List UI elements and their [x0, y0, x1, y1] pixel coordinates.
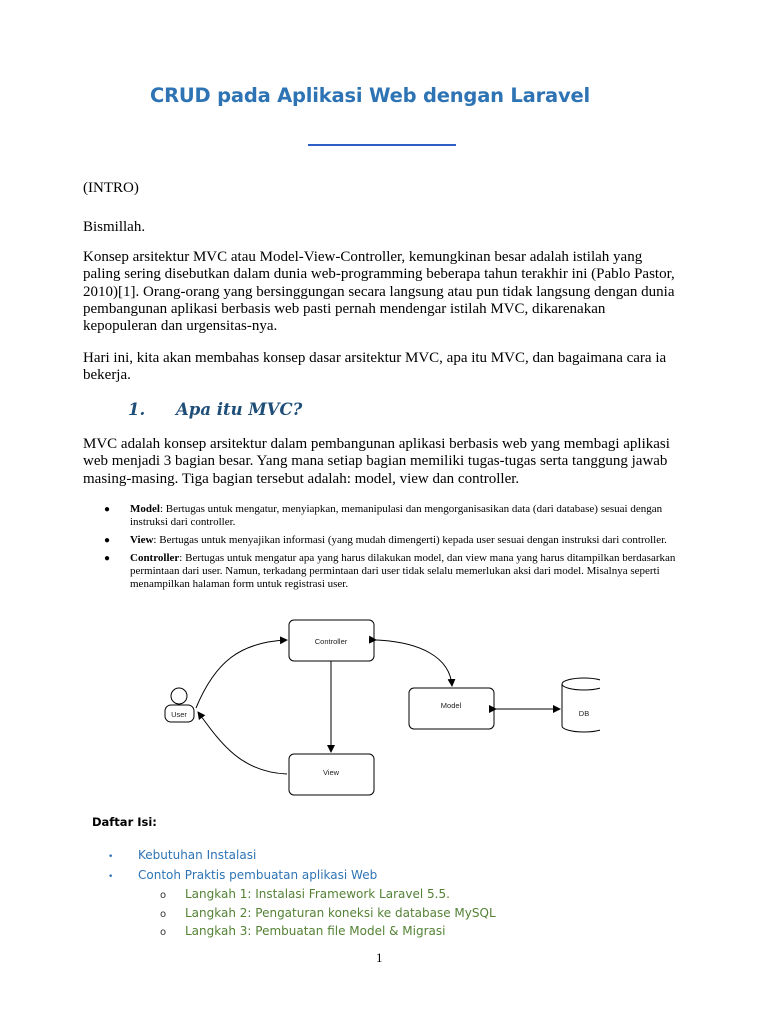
bullet-term: View — [130, 534, 154, 546]
toc-subbullet-icon: o — [160, 908, 167, 920]
section-number: 1. — [128, 400, 146, 419]
title-underline — [308, 144, 456, 146]
mvc-diagram — [160, 612, 600, 802]
db-label: DB — [578, 709, 590, 718]
toc-item-langkah-1[interactable] — [108, 886, 496, 905]
list-item-model — [104, 503, 694, 529]
table-of-contents — [108, 847, 496, 942]
bullet-term: Controller — [130, 552, 180, 564]
bullet-term: Model — [130, 503, 160, 515]
bullet-icon: ● — [104, 504, 111, 515]
toc-item-label: Kebutuhan Instalasi — [138, 848, 257, 862]
toc-subbullet-icon: o — [160, 927, 167, 938]
view-to-user-arrow — [198, 712, 287, 774]
controller-label: Controller — [314, 637, 348, 646]
paragraph-mvc-definition: MVC adalah konsep arsitektur dalam pembangunan aplikasi berbasis web yang membagi aplikasi web menjadi 3 bagian besar. Yang mana setiap bagian memiliki tugas-tugas serta tanggung jawab masing-masing. Tiga bagian tersebut adalah: model, view dan controller. — [83, 436, 670, 487]
toc-subbullet-icon: o — [160, 890, 167, 901]
database-icon — [562, 678, 600, 732]
toc-item-langkah-3[interactable] — [108, 923, 496, 942]
toc-item-kebutuhan-instalasi[interactable] — [108, 847, 496, 867]
user-label: User — [171, 710, 187, 719]
user-to-controller-arrow — [196, 640, 287, 708]
toc-item-label: Langkah 2: Pengaturan koneksi ke database MySQL — [185, 905, 496, 920]
section-heading-what-is-mvc — [128, 400, 302, 419]
toc-title: Daftar Isi: — [92, 815, 157, 829]
page-number: 1 — [376, 950, 383, 965]
list-item-view — [104, 534, 694, 547]
intro-text: (INTRO) — [83, 180, 139, 196]
bullet-icon: ● — [104, 535, 111, 546]
list-item-controller — [104, 552, 694, 591]
toc-item-label: Langkah 1: Instalasi Framework Laravel 5.5. — [185, 887, 450, 901]
bullet-text: : Bertugas untuk menyajikan informasi (yang mudah dimengerti) kepada user sesuai dengan instruksi dari controller. — [153, 534, 667, 546]
greeting-text: Bismillah. — [83, 219, 146, 235]
toc-item-label: Contoh Praktis pembuatan aplikasi Web — [138, 867, 378, 882]
document-title: CRUD pada Aplikasi Web dengan Laravel — [150, 84, 591, 107]
bullet-icon: ● — [104, 553, 111, 564]
toc-item-langkah-2[interactable] — [108, 905, 496, 924]
controller-model-arrow — [376, 640, 452, 686]
toc-bullet-icon: • — [108, 871, 114, 882]
paragraph-today: Hari ini, kita akan membahas konsep dasar arsitektur MVC, apa itu MVC, dan bagaimana cara ia bekerja. — [83, 350, 667, 384]
model-label: Model — [440, 701, 462, 710]
view-label: View — [322, 768, 340, 777]
bullet-text: : Bertugas untuk mengatur, menyiapkan, memanipulasi dan mengorganisasikan data (dari database) sesuai dengan instruksi dari controller. — [130, 503, 663, 528]
bullet-text: : Bertugas untuk mengatur apa yang harus dilakukan model, dan view mana yang harus ditampilkan berdasarkan permintaan dari user. Namun, terkadang permintaan dari user tidak selalu memerlukan aksi dari model. Misalnya seperti menampilkan halaman form untuk registrasi user. — [130, 552, 676, 590]
toc-item-label: Langkah 3: Pembuatan file Model & Migrasi — [185, 924, 446, 938]
toc-bullet-icon: • — [108, 852, 114, 862]
mvc-components-list — [104, 503, 694, 596]
paragraph-mvc-intro: Konsep arsitektur MVC atau Model-View-Controller, kemungkinan besar adalah istilah yang paling sering disebutkan dalam dunia web-programming beberapa tahun terakhir ini (Pablo Pastor, 2010)[1]. Orang-orang yang bersinggungan secara langsung atau pun tidak langsung dengan dunia pembangunan aplikasi berbasis web pasti pernah mendengar istilah MVC, dikarenakan kepopuleran dan urgensitas-nya. — [83, 249, 675, 335]
section-heading-text: Apa itu MVC? — [176, 400, 303, 419]
toc-item-contoh-praktis[interactable] — [108, 867, 496, 887]
